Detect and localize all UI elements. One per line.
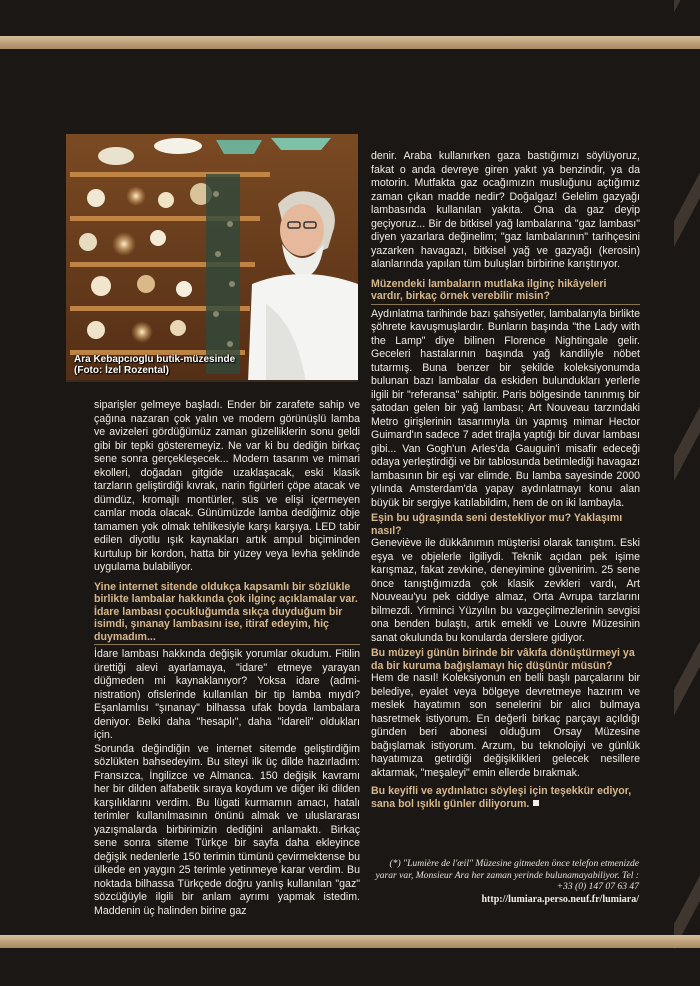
footnote: (*) "Lumière de l'œil" Müzesine gitmeden önce telefon etmenizde yarar var, Monsieur Ara her zaman yerinde bulunamayabiliyor. Tel : +33 (0) 147 07 63 47 (375, 858, 639, 892)
question-museum-future: Bu müzeyi günün birinde bir vâkıfa dönüştürmeyi ya da bir kuruma bağışlamayı hiç düşünür müsün? (371, 647, 635, 672)
question-spouse-support: Eşin bu uğraşında seni destekliyor mu? Yaklaşımı nasıl? (371, 512, 623, 537)
left-paragraph-3: Sorunda değindiğin ve internet sitemde geliştirdiğim sözlükten bahsedeyim. Bu siteyi ilk üç dilde hazırladım: Fransızca, İngilizce ve Almanca. 150 değişik kavramı her bir dilden alfabetik sıraya koydum ve diğer iki dilden karşılıklarını verdim. Bu lügati kurmamın amacı, hatalı terimler kullanılmasının önünü almak ve uluslararası yazışmalarda birbirimizin dediğini anlamaktı. Birkaç sene sonra siteme Türkçe bir sayfa daha ekleyince değişik nedenlerle 150 terimin tümünü çevirmektense bu ülkede en yaygın 25 terimle yetinmeye karar verdim. Bu noktada bilhassa Türkçede doğru yanlış kullanılan "gaz" sözcüğüyle ilgili bir anlam ayrımı yapmak istedim. Maddenin üç halinden birine gaz (94, 742, 360, 917)
website-link[interactable]: http://lumiara.perso.neuf.fr/lumiara/ (481, 894, 639, 905)
bottom-decorative-band (0, 935, 700, 948)
photo-credit: (Foto: İzel Rozental) (74, 365, 169, 376)
right-column (371, 150, 640, 810)
top-decorative-band (0, 36, 700, 49)
photo-caption-title: Ara Kebapcıoglu butik-müzesinde (74, 354, 236, 365)
right-paragraph-3: Geneviève ile dükkânımın müşterisi olarak tanıştım. Eski eşya ve objelerle ilgiliydi. Teknik açıdan pek işime karışmaz, fakat zevkine, deneyimine güvenirim. 25 sene önce tanıştığımızda çok klasik zevkleri vardı, Art Nouveau'yu pek ciddiye almaz, Orta Avrupa tarzlarını bilmezdi. Yirminci Yüzyılın bu vazgeçilmezlerinin sevgisi ona benden bulaştı, artık emekli ve Louvre Müzesinin sanat okulunda bu konularda derslere gidiyor. (371, 537, 640, 644)
question-dictionary: Yine internet sitende oldukça kapsamlı bir sözlükle birlikte lambalar hakkında çok ilginç açıklamalar var. İdare lambası çocukluğumda sıkça duyduğum bir isimdi, şınanay lambasını ise, itiraf edeyim, hiç duymadım... (94, 581, 360, 646)
right-paragraph-4: Hem de nasıl! Koleksiyonun en belli başlı parçalarını bir belediye, eyalet veya bölgeye devretmeye hazırım ve meslek hayatımın son senelerini bir alıcı bulmaya hasretmek istiyorum. En değerli birkaç parçayı açıldığı günden beri abonesi olduğum Orsay Müzesine bağışlamak istiyorum. Arzum, bu teknolojiyi ve günlük hayatımıza getirdiği değişiklikleri gelecek nesillere aktarmak, "meşaleyi" emin ellerde bırakmak. (371, 672, 640, 779)
right-paragraph-2: Aydınlatma tarihinde bazı şahsiyetler, lambalarıyla birlikte şöhrete kavuşmuşlardır. Bunların başında "the Lady with the Lamp" diye bilinen Florence Nightingale gelir. Geceleri hastalarının başında yağ kandiliyle nöbet tutarmış. Buna benzer bir şekilde koleksiyonumda bulunan bazı lambalar da eskiden bulundukları yerlerle ilgili bir "referansa" sahiptir. Paris bölgesinde tanınmış bir şatodan gelen bir yağ lambası; Art Nouveau tarzındaki Metro girişlerinin tasarımıyla ün yapmış mimar Hector Guimard'ın sadece 7 adet tirajla yaptığı bir duvar lambası gibi... Van Gogh'un Arles'da Gauguin'i misafir edeceği odaya yerleştirdiği ve bir tablosunda betimlediği havagazı lambasının bir eşi var elimde. Bu lamba sayesinde 2000 yılında Amsterdam'da yapay aydınlatmayı konu alan büyük bir sergiye katılabildim, hem de on iki lambayla. (371, 307, 640, 509)
end-mark-icon (533, 800, 539, 806)
closing-line (371, 785, 640, 810)
left-paragraph-1: siparişler gelmeye başladı. Ender bir zarafete sahip ve çağına nazaran çok yalın ve modern görünüşlü lamba ve avizeleri gördüğümüz zaman güzelliklerin sonu geldi gibi bir tepki gösteremeyiz. Ne var ki bu dediğin birkaç sene sonra gerçekleşecek... Modern tasarım ve mimari ekolleri, doğadan gitgide uzaklaşacak, eski klasik tarzların geliştirdiği kıvrak, narin figürleri çöpe atacak ve dümdüz, kromajlı montürler, süs ve elişi içermeyen camlar moda olacak. Günümüzde lamba dediğimiz obje tamamen yok olmak tehlikesiyle karşı karşıya. LED tabir edilen diyotlu ışık kaynakları artık ampul biçiminden kurtulup bir kordon, hatta bir yüzey veya levha şeklinde uygulama bulabiliyor. (94, 399, 360, 573)
museum-photo (66, 134, 358, 382)
left-paragraph-2: İdare lambası hakkında değişik yorumlar okudum. Fitilin ürettiği alevi ayarlamaya, "idare" etmeye yarayan düğmeden mi kaynaklanıyor? Yoksa idare (administration) ofislerinde kullanılan bir tip lamba mıydı? Eşanlamlısı "şınanay" bilhassa ufak boyda lambalara deniyor. Belki daha "hesaplı", daha "idareli" oldukları için. (94, 648, 360, 741)
right-paragraph-1: denir. Araba kullanırken gaza bastığımızı söylüyoruz, fakat o anda devreye giren yakıt ya benzindir, ya da motorin. Mutfakta gaz ocağımızın musluğunu açtığımız zaman çıkan madde nedir? Doğalgaz! Gelelim gazyağı lambasında kullanılan yakıta. Ona da gaz deyip geçiyoruz... Bir de bitkisel yağ lambalarına "gaz lambası" diyen yazarlara değinelim; "gaz lambalarının" tarihçesini yazarken havagazı, bitkisel yağ ve gazyağı (kerosin) alanlarında yapılan tüm buluşları birbirine karıştırıyor. (371, 150, 640, 270)
question-lamp-stories: Müzendeki lambaların mutlaka ilginç hikâyeleri vardır, birkaç örnek verebilir misin? (371, 278, 640, 305)
left-column (94, 399, 360, 918)
edge-decorative-stripes (674, 0, 700, 986)
collector-photo-illustration (66, 134, 358, 382)
photo-caption (74, 354, 235, 376)
closing-text: Bu keyifli ve aydınlatıcı söyleşi için teşekkür ediyor, sana bol ışıklı günler diliyorum. (371, 785, 632, 810)
